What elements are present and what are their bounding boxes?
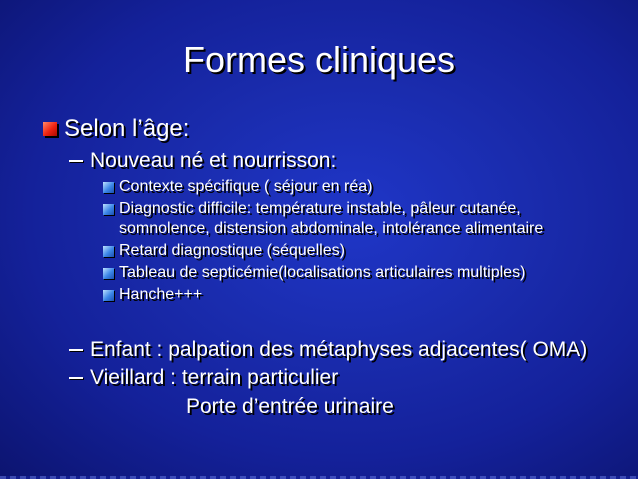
dash-bullet-icon [69,349,83,351]
dash-bullet-icon [69,377,83,379]
list-item-retard: Retard diagnostique (séquelles) [119,242,345,259]
section-heading-selon-age: Selon l’âge: [64,115,190,142]
blue-square-bullet-icon [103,290,114,301]
subsection-nouveau-ne: Nouveau né et nourrisson: [90,149,337,172]
list-item-diagnostic: Diagnostic difficile: température instable, pâleur cutanée, [119,200,521,217]
list-item-hanche: Hanche+++ [119,286,203,303]
list-item-contexte: Contexte spécifique ( séjour en réa) [119,178,373,195]
subsection-enfant: Enfant : palpation des métaphyses adjacentes( OMA) [90,338,588,361]
slide-title: Formes cliniques [182,39,456,80]
subsection-vieillard: Vieillard : terrain particulier [90,366,339,389]
list-item-tableau: Tableau de septicémie(localisations articulaires multiples) [119,264,526,281]
blue-square-bullet-icon [103,204,114,215]
dash-bullet-icon [69,160,83,162]
blue-square-bullet-icon [103,182,114,193]
subsection-vieillard-continuation: Porte d’entrée urinaire [186,395,394,418]
blue-square-bullet-icon [103,246,114,257]
blue-square-bullet-icon [103,268,114,279]
red-square-bullet-icon [43,122,57,136]
list-item-diagnostic-continuation: somnolence, distension abdominale, intolérance alimentaire [119,220,544,237]
